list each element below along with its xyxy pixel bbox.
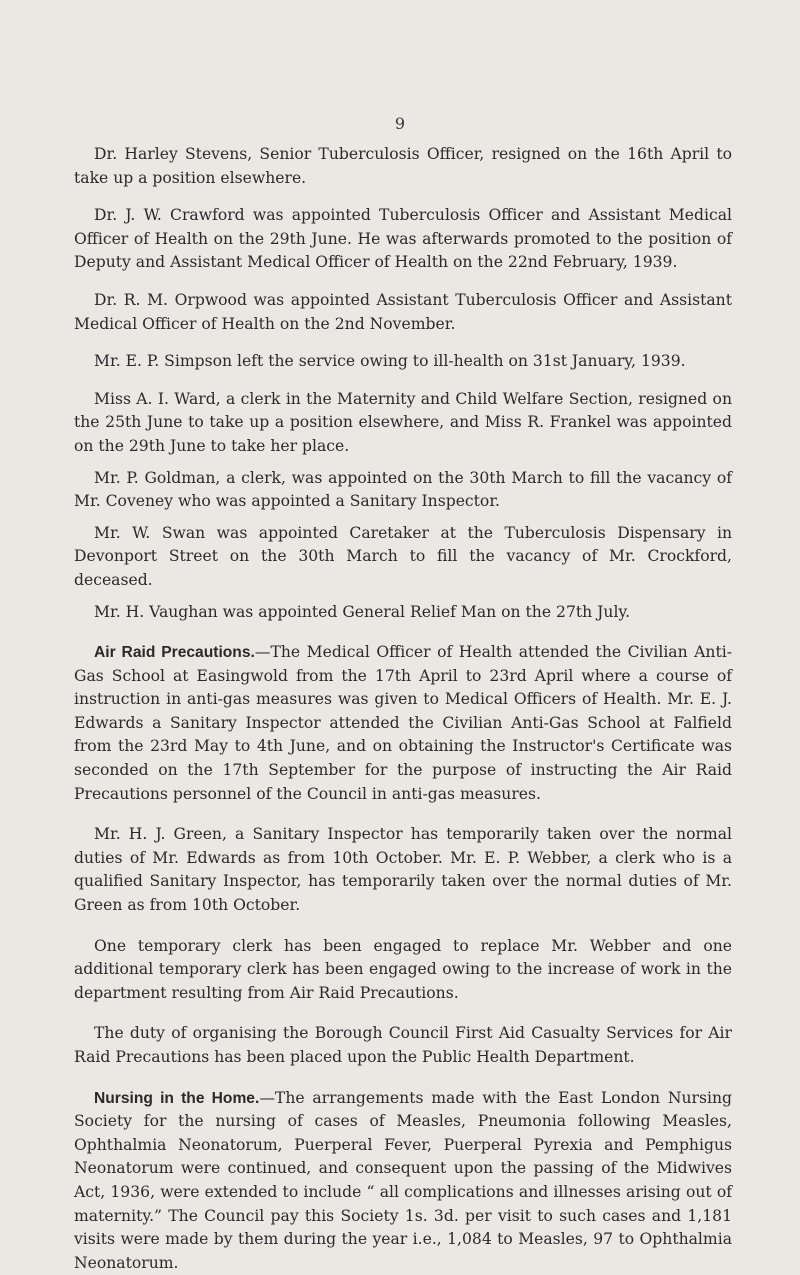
paragraph-swan-appointment: Mr. W. Swan was appointed Caretaker at the Tuberculosis Dispensary in Devonport Street on the 30th March to fill the vacancy of Mr. Crockford, deceased. (74, 523, 732, 589)
paragraph-air-raid-precautions (74, 641, 732, 806)
paragraph-vaughan-appointment: Mr. H. Vaughan was appointed General Relief Man on the 27th July. (94, 602, 631, 621)
paragraph-crawford-appointment: Dr. J. W. Crawford was appointed Tuberculosis Officer and Assistant Medical Officer of Health on the 29th June. He was afterwards promoted to the position of Deputy and Assistant Medical Officer of Health on the 22nd February, 1939. (74, 206, 732, 272)
paragraph-green-webber: Mr. H. J. Green, a Sanitary Inspector has temporarily taken over the normal duties of Mr. Edwards as from 10th October. Mr. E. P. Webber, a clerk who is a qualified Sanitary Inspector, has temporarily taken over the normal duties of Mr. Green as from 10th October. (74, 825, 732, 915)
paragraph-temporary-clerks: One temporary clerk has been engaged to replace Mr. Webber and one additional temporary clerk has been engaged owing to the increase of work in the department resulting from Air Raid Precautions. (74, 936, 732, 1002)
body-text (74, 143, 732, 1275)
paragraph-first-aid-services: The duty of organising the Borough Council First Aid Casualty Services for Air Raid Precautions has been placed upon the Public Health Department. (74, 1024, 732, 1066)
section-heading-nursing-in-the-home: Nursing in the Home. (94, 1089, 260, 1107)
paragraph-nursing-in-the-home-text: —The arrangements made with the East London Nursing Society for the nursing of cases of Measles, Pneumonia following Measles, Ophthalmia Neonatorum, Puerperal Fever, Puerperal Pyrexia and Pemphigus Neonatorum were continued, and consequent upon the passing of the Midwives Act, 1936, were extended to include “ all complications and illnesses arising out of maternity.” The Council pay this Society 1s. 3d. per visit to such cases and 1,181 visits were made by them during the year i.e., 1,084 to Measles, 97 to Ophthalmia Neonatorum. (74, 1088, 732, 1272)
section-heading-air-raid-precautions: Air Raid Precautions. (94, 644, 255, 662)
paragraph-ward-frankel: Miss A. I. Ward, a clerk in the Maternity and Child Welfare Section, resigned on the 25th June to take up a position elsewhere, and Miss R. Frankel was appointed on the 29th June to take her place. (74, 389, 732, 455)
page-number: 9 (394, 114, 406, 133)
paragraph-nursing-in-the-home (74, 1087, 732, 1275)
paragraph-simpson-departure: Mr. E. P. Simpson left the service owing to ill-health on 31st January, 1939. (94, 352, 686, 371)
paragraph-stevens-resignation: Dr. Harley Stevens, Senior Tuberculosis Officer, resigned on the 16th April to take up a position elsewhere. (74, 145, 732, 187)
paragraph-orpwood-appointment: Dr. R. M. Orpwood was appointed Assistant Tuberculosis Officer and Assistant Medical Officer of Health on the 2nd November. (74, 290, 732, 333)
paragraph-goldman-appointment: Mr. P. Goldman, a clerk, was appointed on the 30th March to fill the vacancy of Mr. Coveney who was appointed a Sanitary Inspector. (74, 468, 732, 511)
paragraph-air-raid-precautions-text: —The Medical Officer of Health attended the Civilian Anti-Gas School at Easingwold from the 17th April to 23rd April where a course of instruction in anti-gas measures was given to Medical Officers of Health. Mr. E. J. Edwards a Sanitary Inspector attended the Civilian Anti-Gas School at Falfield from the 23rd May to 4th June, and on obtaining the Instructor's Certificate was seconded on the 17th September for the purpose of instructing the Air Raid Precautions personnel of the Council in anti-gas measures. (74, 643, 732, 803)
